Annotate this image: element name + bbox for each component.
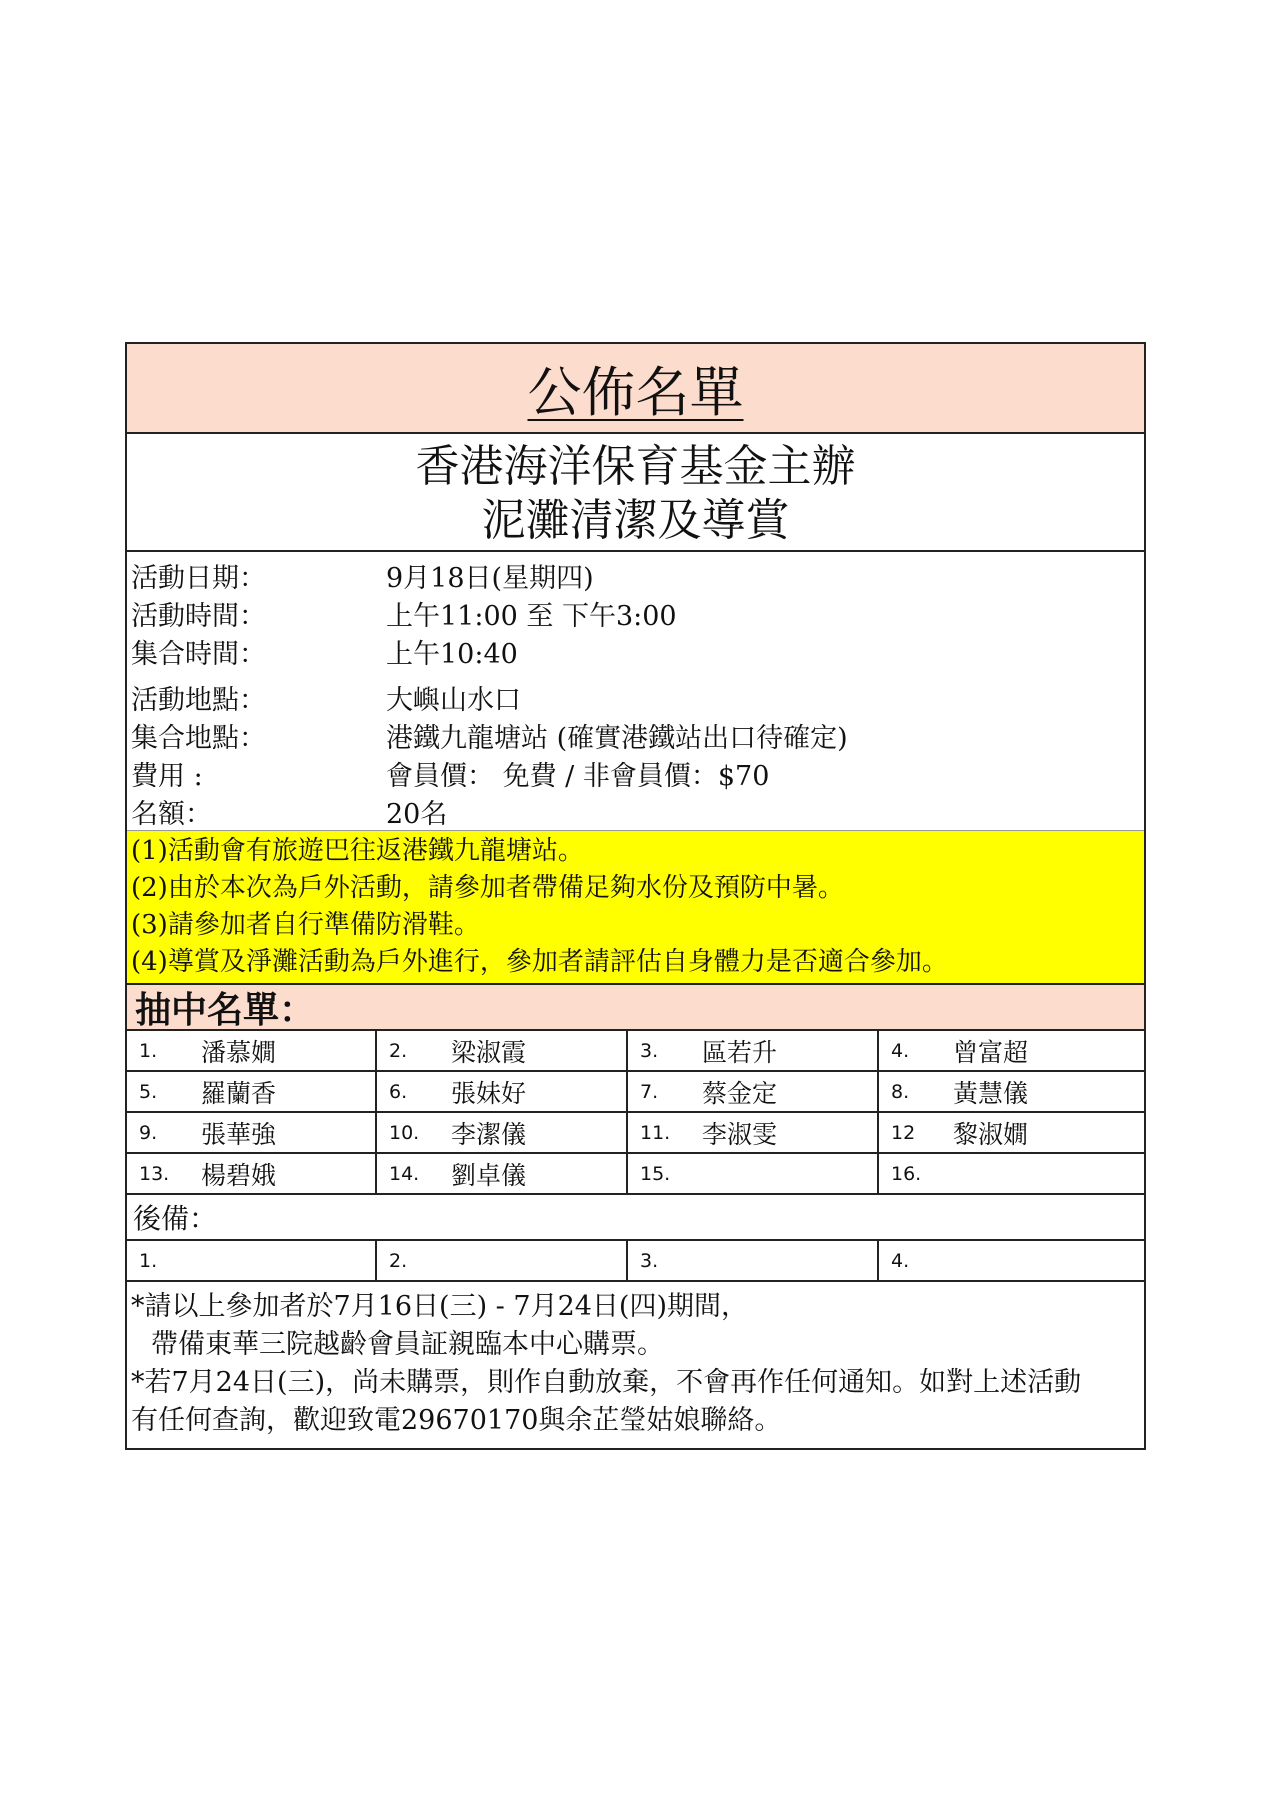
reserve-cell [879, 1241, 1144, 1282]
info-row-gather-time [127, 632, 1144, 670]
info-label: 活動時間： [131, 600, 266, 632]
winner-cell [377, 1072, 628, 1113]
reserve-number: 3. [640, 1249, 659, 1272]
winner-number: 13. [139, 1162, 170, 1185]
reserve-number: 2. [389, 1249, 408, 1272]
winner-number: 3. [640, 1039, 659, 1062]
winner-name: 曾富超 [953, 1037, 1029, 1067]
winner-name: 李淑雯 [702, 1119, 778, 1149]
notes-highlight [127, 830, 1144, 983]
winner-cell [879, 1031, 1144, 1072]
info-value: 9月18日(星期四) [386, 562, 594, 594]
announcement-banner [127, 344, 1144, 434]
winner-name: 羅蘭香 [201, 1078, 277, 1108]
winner-cell [377, 1031, 628, 1072]
reserve-number: 4. [891, 1249, 910, 1272]
winner-number: 10. [389, 1121, 420, 1144]
info-label: 活動日期： [131, 562, 266, 594]
winner-cell [628, 1154, 879, 1195]
winner-number: 15. [640, 1162, 671, 1185]
winner-name: 蔡金定 [702, 1078, 778, 1108]
winner-cell [879, 1113, 1144, 1154]
winner-number: 14. [389, 1162, 420, 1185]
reserve-cell [377, 1241, 628, 1282]
winner-name: 黃慧儀 [953, 1078, 1029, 1108]
info-row-gather-place [127, 716, 1144, 754]
winner-number: 6. [389, 1080, 408, 1103]
reserve-number: 1. [139, 1249, 158, 1272]
winners-header: 抽中名單： [127, 983, 1144, 1031]
note-item: (3)請參加者自行準備防滑鞋。 [131, 910, 480, 940]
info-label: 費用 : [131, 760, 203, 792]
winner-cell [628, 1031, 879, 1072]
winner-number: 9. [139, 1121, 158, 1144]
organizer-title: 香港海洋保育基金主辦 [415, 441, 856, 492]
event-info [127, 552, 1144, 830]
info-value: 會員價： 免費 / 非會員價：$70 [386, 760, 770, 792]
winner-cell [377, 1154, 628, 1195]
winner-number: 8. [891, 1080, 910, 1103]
event-title: 泥灘清潔及導賞 [481, 495, 790, 546]
info-value: 港鐵九龍塘站 (確實港鐵站出口待確定) [386, 722, 848, 754]
info-value: 大嶼山水口 [386, 684, 521, 716]
winner-cell [628, 1113, 879, 1154]
reserve-header: 後備： [127, 1195, 1144, 1241]
footer-line: *若7月24日(三)，尚未購票，則作自動放棄，不會再作任何通知。如對上述活動 [131, 1367, 1082, 1398]
winner-cell [879, 1154, 1144, 1195]
info-row-date [127, 556, 1144, 594]
winner-name: 張華強 [201, 1119, 277, 1149]
note-item: (2)由於本次為戶外活動，請參加者帶備足夠水份及預防中暑。 [131, 873, 844, 903]
winner-name: 梁淑霞 [451, 1037, 527, 1067]
info-row-fee [127, 754, 1144, 792]
winner-cell [127, 1072, 377, 1113]
reserve-cell [127, 1241, 377, 1282]
winner-number: 5. [139, 1080, 158, 1103]
note-item: (4)導賞及淨灘活動為戶外進行，參加者請評估自身體力是否適合參加。 [131, 947, 948, 977]
footer-line: *請以上參加者於7月16日(三) - 7月24日(四)期間， [131, 1291, 748, 1322]
notice-sheet [125, 342, 1146, 1450]
winner-name: 潘慕嫺 [201, 1037, 277, 1067]
footer-notes [127, 1282, 1144, 1448]
winner-number: 1. [139, 1039, 158, 1062]
info-row-location [127, 678, 1144, 716]
winner-cell [377, 1113, 628, 1154]
winner-cell [127, 1113, 377, 1154]
winner-name: 區若升 [702, 1037, 778, 1067]
winner-number: 2. [389, 1039, 408, 1062]
winner-name: 李潔儀 [451, 1119, 527, 1149]
info-label: 名額： [131, 798, 212, 830]
info-label: 集合地點： [131, 722, 266, 754]
winner-name: 張妹好 [451, 1078, 527, 1108]
reserve-grid [127, 1241, 1144, 1282]
winner-name: 劉卓儀 [451, 1160, 527, 1190]
info-value: 上午11:00 至 下午3:00 [386, 600, 677, 632]
winner-number: 12 [891, 1121, 916, 1144]
winner-cell [628, 1072, 879, 1113]
note-item: (1)活動會有旅遊巴往返港鐵九龍塘站。 [131, 836, 584, 866]
info-row-time [127, 594, 1144, 632]
winner-name: 黎淑嫺 [953, 1119, 1029, 1149]
winner-cell [879, 1072, 1144, 1113]
reserve-cell [628, 1241, 879, 1282]
announcement-title: 公佈名單 [527, 360, 744, 424]
winner-number: 7. [640, 1080, 659, 1103]
winner-name: 楊碧娥 [201, 1160, 277, 1190]
winner-cell [127, 1031, 377, 1072]
info-value: 上午10:40 [386, 638, 518, 670]
info-label: 活動地點： [131, 684, 266, 716]
footer-line: 帶備東華三院越齡會員証親臨本中心購票。 [151, 1329, 664, 1360]
winner-cell [127, 1154, 377, 1195]
footer-line: 有任何查詢，歡迎致電29670170與余芷瑩姑娘聯絡。 [131, 1405, 782, 1436]
winners-grid [127, 1031, 1144, 1195]
info-row-quota [127, 792, 1144, 830]
info-label: 集合時間： [131, 638, 266, 670]
winner-number: 11. [640, 1121, 671, 1144]
winner-number: 4. [891, 1039, 910, 1062]
event-titles [127, 434, 1144, 552]
info-value: 20名 [386, 798, 448, 830]
winner-number: 16. [891, 1162, 922, 1185]
